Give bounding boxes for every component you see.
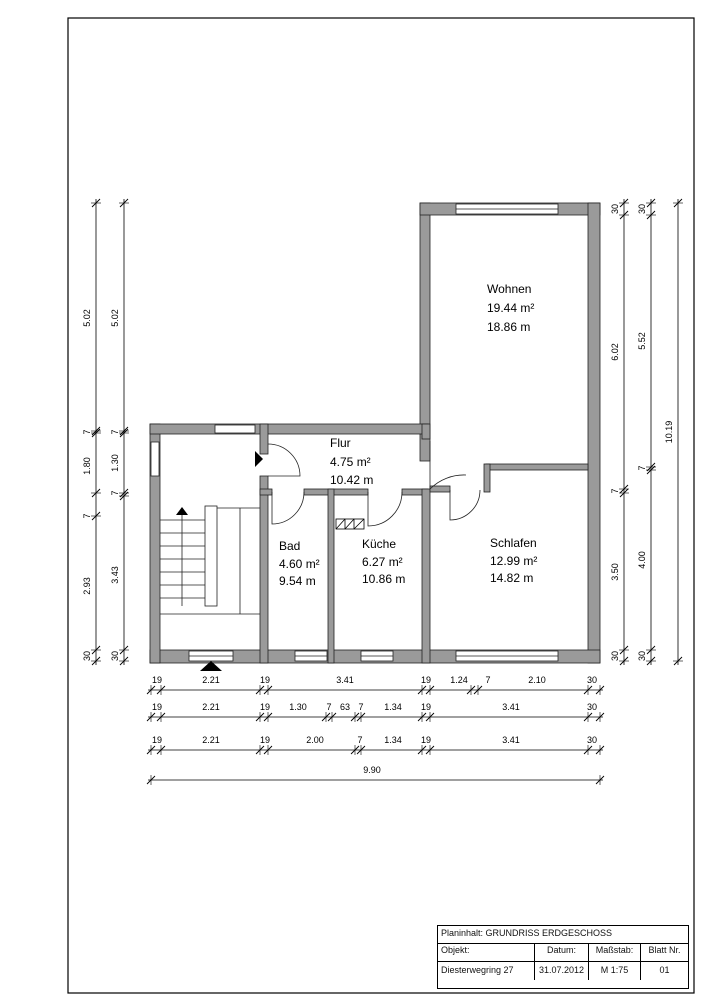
ventilation-shafts: [336, 519, 364, 529]
room-bad: [279, 539, 320, 588]
title-block: [437, 925, 689, 989]
dimension-label: 3.41: [502, 702, 520, 712]
dimension-label: 7: [326, 702, 332, 712]
dimension-label: 30: [610, 650, 620, 662]
dimension-label: 2.21: [202, 735, 220, 745]
object-value: Diesterwegring 27: [438, 961, 535, 980]
dimension-label: 2.21: [202, 675, 220, 685]
dimension-label: 7: [82, 429, 92, 435]
stair-arrow-icon: [176, 507, 188, 515]
dimension-label: 7: [610, 488, 620, 494]
date-label: Datum:: [535, 943, 589, 961]
date-value: 31.07.2012: [535, 961, 589, 980]
dimension-label: 7: [82, 513, 92, 519]
dimension-label: 1.34: [384, 735, 402, 745]
room-area: 19.44 m²: [487, 301, 535, 315]
room-area: 12.99 m²: [490, 554, 538, 568]
room-area: 6.27 m²: [362, 555, 403, 569]
dimension-label: 7: [110, 429, 120, 435]
dimension-label: 19: [259, 702, 271, 712]
room-perimeter: 10.42 m: [330, 473, 374, 487]
dimension-label: 30: [586, 675, 598, 685]
staircase: [160, 506, 260, 614]
scale-value: M 1:75: [589, 961, 641, 980]
plan-content-label: Planinhalt: GRUNDRISS ERDGESCHOSS: [441, 928, 613, 938]
room-flur: [330, 436, 373, 487]
room-perimeter: 9.54 m: [279, 574, 316, 588]
object-label: Objekt:: [438, 943, 535, 961]
dimension-label: 30: [610, 203, 620, 215]
dimension-label: 19: [420, 735, 432, 745]
dimension-label: 2.10: [528, 675, 546, 685]
dimension-label: 19: [151, 702, 163, 712]
dimension-label: 19: [151, 735, 163, 745]
dimension-label: 1.34: [384, 702, 402, 712]
dimension-label: 19: [151, 675, 163, 685]
room-perimeter: 18.86 m: [487, 320, 531, 334]
room-schlafen: [490, 536, 537, 585]
dimension-label: 2.93: [82, 577, 92, 595]
room-perimeter: 10.86 m: [362, 572, 406, 586]
sheet-number-label: Blatt Nr.: [648, 945, 681, 955]
dimension-label: 10.19: [664, 420, 674, 444]
room-area: 4.75 m²: [330, 455, 371, 469]
dimension-label: 4.00: [637, 551, 647, 569]
dimension-label: 5.02: [82, 309, 92, 327]
dimension-label: 3.41: [502, 735, 520, 745]
dimension-label: 7: [485, 675, 491, 685]
dimension-label: 19: [420, 675, 432, 685]
dimension-label: 5.52: [637, 332, 647, 350]
dimension-label: 2.21: [202, 702, 220, 712]
room-name: Küche: [362, 537, 397, 551]
dimension-label: 1.30: [110, 454, 120, 472]
dimension-label: 19: [420, 702, 432, 712]
dimension-label: 9.90: [363, 765, 381, 775]
dimension-label: 19: [259, 675, 271, 685]
scale-label: Maßstab:: [589, 943, 641, 961]
room-name: Schlafen: [490, 536, 537, 550]
dimension-label: 30: [82, 650, 92, 662]
room-name: Bad: [279, 539, 301, 553]
room-wohnen: [487, 282, 534, 334]
dimension-label: 7: [637, 465, 647, 471]
dimension-label: 3.50: [610, 563, 620, 581]
dimension-label: 5.02: [110, 309, 120, 327]
sheet-number-value: 01: [659, 965, 670, 975]
dimension-label: 2.00: [306, 735, 324, 745]
doors: [268, 441, 480, 526]
dimension-label: 30: [586, 735, 598, 745]
room-perimeter: 14.82 m: [490, 571, 534, 585]
room-name: Wohnen: [487, 282, 532, 296]
dimension-label: 30: [637, 650, 647, 662]
dimension-label: 63: [339, 702, 351, 712]
room-kueche: [362, 537, 405, 586]
room-area: 4.60 m²: [279, 557, 320, 571]
dimension-label: 7: [110, 490, 120, 496]
dimension-label: 30: [110, 650, 120, 662]
dimension-label: 6.02: [610, 343, 620, 361]
dimension-label: 3.43: [110, 566, 120, 584]
dimension-label: 7: [357, 735, 363, 745]
room-name: Flur: [330, 436, 351, 450]
dimension-label: 1.30: [289, 702, 307, 712]
dimension-label: 7: [358, 702, 364, 712]
dimension-label: 3.41: [336, 675, 354, 685]
dimension-label: 30: [637, 203, 647, 215]
dimension-label: 19: [259, 735, 271, 745]
dimension-label: 1.80: [82, 457, 92, 475]
dimension-label: 30: [586, 702, 598, 712]
dimension-label: 1.24: [450, 675, 468, 685]
